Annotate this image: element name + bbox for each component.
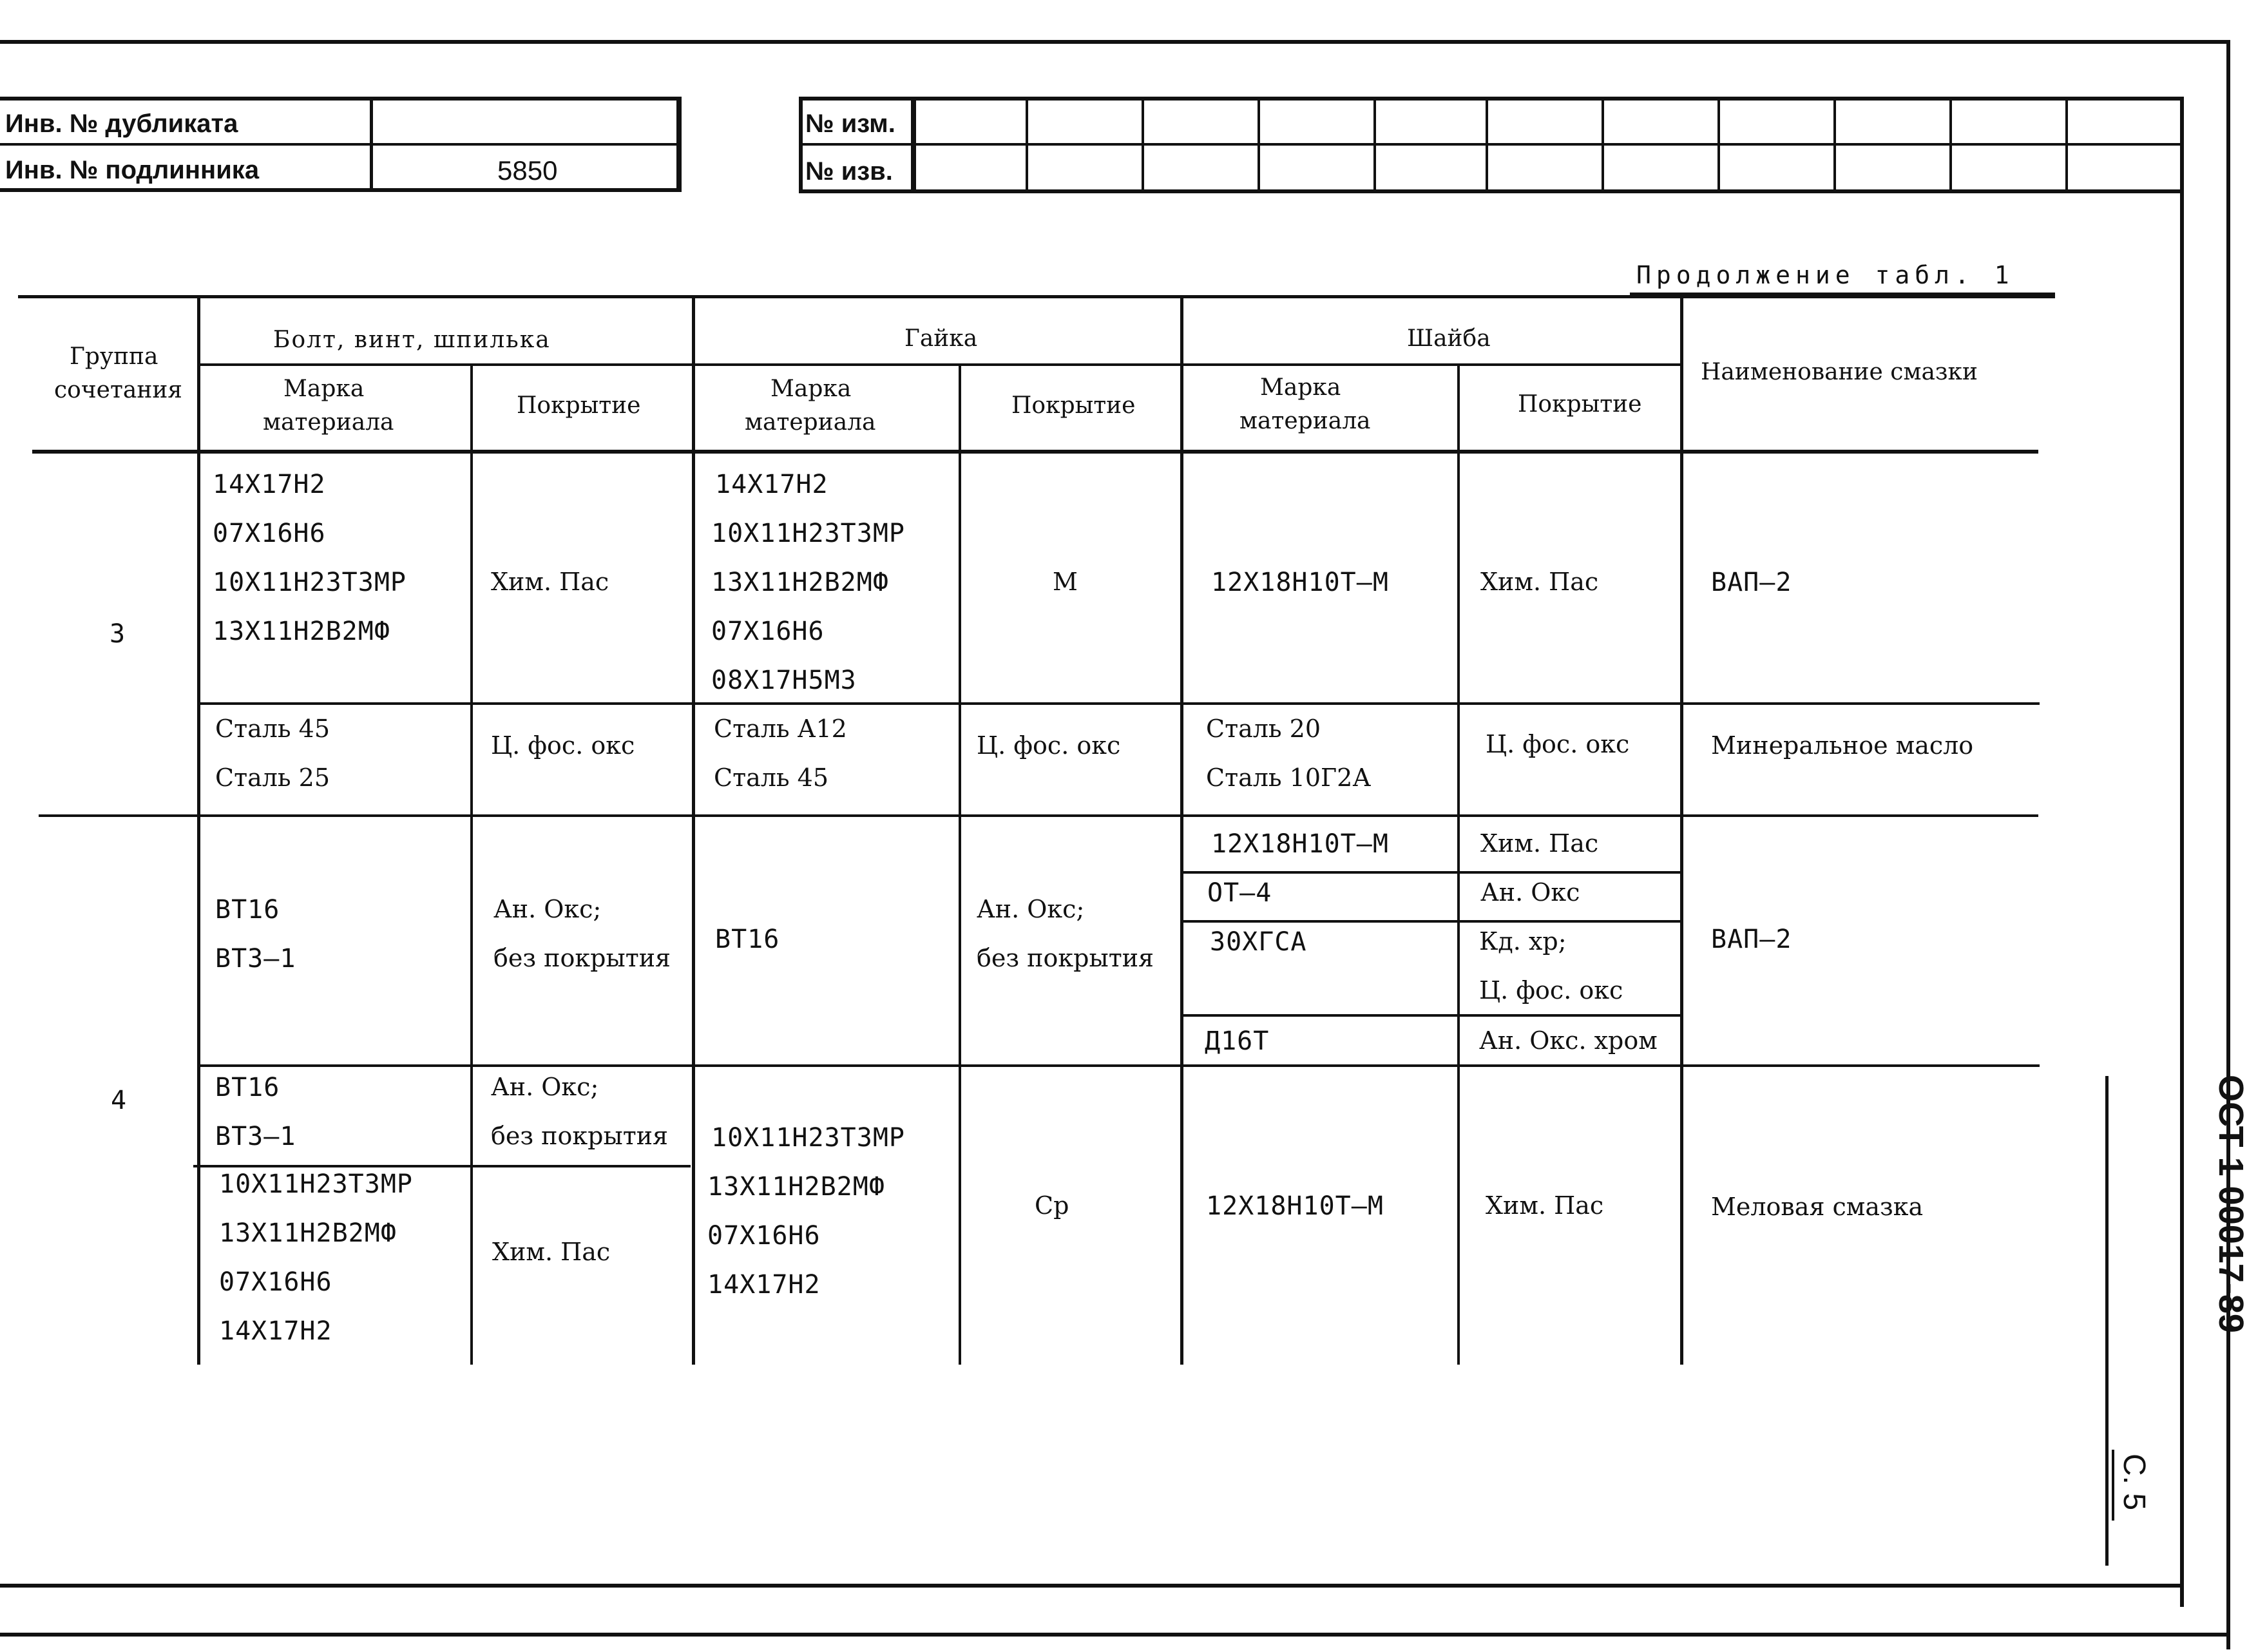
header-washer-material-1: Марка xyxy=(1260,374,1341,401)
group-3-label: 3 xyxy=(110,619,126,649)
g4-r1-washer-coating: Ан. Окс. хром xyxy=(1479,1026,1658,1055)
g4-r1-bolt-material: ВТ3–1 xyxy=(215,944,296,974)
g3-r1-bolt-material: 13Х11Н2В2МФ xyxy=(213,617,390,646)
table-caption: Продолжение табл. 1 xyxy=(1636,261,2014,289)
g4-r2-bolt-coating-a: без покрытия xyxy=(491,1122,669,1150)
g4-r1-bolt-coating: без покрытия xyxy=(493,944,671,972)
page-number-underline xyxy=(2112,1450,2114,1521)
header-bolt: Болт, винт, шпилька xyxy=(273,327,551,353)
change-number-label: № изм. xyxy=(805,110,895,138)
notice-number-label: № изв. xyxy=(805,157,893,186)
g4-r2-bolt-material-b: 14Х17Н2 xyxy=(219,1316,332,1346)
g4-r2-nut-coating: Ср xyxy=(1035,1191,1069,1220)
g3-r1-lubricant: ВАП–2 xyxy=(1711,568,1792,597)
header-bolt-coating: Покрытие xyxy=(517,392,641,419)
g4-r2-bolt-material-b: 07Х16Н6 xyxy=(219,1267,332,1297)
g3-r2-nut-material: Сталь А12 xyxy=(714,715,847,743)
g3-r2-washer-coating: Ц. фос. окс xyxy=(1486,730,1630,758)
g3-r1-nut-coating: М xyxy=(1053,568,1078,596)
page-number: С. 5 xyxy=(2117,1454,2151,1511)
g4-r1-washer-material: Д16Т xyxy=(1205,1026,1270,1056)
g3-r1-bolt-material: 14Х17Н2 xyxy=(213,470,326,499)
g4-r2-bolt-coating-b: Хим. Пас xyxy=(492,1238,611,1266)
g4-r2-bolt-material-b: 10Х11Н23Т3МР xyxy=(219,1169,413,1199)
header-group-line1: Группа xyxy=(70,343,158,370)
g4-r2-washer-coating: Хим. Пас xyxy=(1486,1191,1604,1220)
document-code: ОСТ 1 00017-89 xyxy=(2212,1075,2250,1333)
duplicate-inventory-label: Инв. № дубликата xyxy=(5,110,238,138)
header-washer-material-2: материала xyxy=(1239,408,1371,434)
g4-r2-bolt-material-b: 13Х11Н2В2МФ xyxy=(219,1218,397,1248)
g4-r1-washer-coating: Хим. Пас xyxy=(1480,829,1599,858)
header-lubricant: Наименование смазки xyxy=(1701,359,1978,385)
g3-r2-bolt-coating: Ц. фос. окс xyxy=(491,731,635,760)
original-inventory-value: 5850 xyxy=(497,155,558,186)
header-nut-material-2: материала xyxy=(745,409,876,436)
g4-r2-bolt-material-a: ВТ16 xyxy=(215,1073,280,1102)
g4-r2-nut-material: 14Х17Н2 xyxy=(707,1270,821,1300)
g4-r2-nut-material: 07Х16Н6 xyxy=(707,1221,821,1251)
g3-r1-nut-material: 07Х16Н6 xyxy=(711,617,825,646)
header-nut-coating: Покрытие xyxy=(1011,392,1136,419)
g3-r2-nut-material: Сталь 45 xyxy=(714,764,829,792)
g4-r2-bolt-coating-a: Ан. Окс; xyxy=(491,1073,599,1101)
g4-r1-washer-coating: Кд. хр; xyxy=(1479,927,1567,956)
g4-r2-nut-material: 13Х11Н2В2МФ xyxy=(707,1172,885,1202)
g3-r1-bolt-material: 07Х16Н6 xyxy=(213,519,326,548)
g4-r1-nut-coating: Ан. Окс; xyxy=(977,895,1085,923)
header-nut-material-1: Марка xyxy=(770,376,852,402)
g4-r1-bolt-coating: Ан. Окс; xyxy=(493,895,602,923)
header-washer: Шайба xyxy=(1407,325,1491,352)
group-4-label: 4 xyxy=(111,1086,127,1115)
g3-r2-washer-material: Сталь 20 xyxy=(1206,715,1321,743)
g4-r1-bolt-material: ВТ16 xyxy=(215,895,280,925)
g4-r2-lubricant: Меловая смазка xyxy=(1711,1193,1924,1221)
g3-r1-nut-material: 14Х17Н2 xyxy=(715,470,828,499)
g3-r2-nut-coating: Ц. фос. окс xyxy=(977,731,1121,760)
g3-r1-nut-material: 08Х17Н5М3 xyxy=(711,666,857,695)
header-bolt-material-2: материала xyxy=(263,409,394,436)
g3-r2-bolt-material: Сталь 25 xyxy=(215,764,330,792)
header-group-line2: сочетания xyxy=(54,377,183,403)
g4-r1-washer-material: 12Х18Н10Т–М xyxy=(1211,829,1389,859)
header-nut: Гайка xyxy=(904,325,978,352)
g3-r1-bolt-material: 10Х11Н23Т3МР xyxy=(213,568,407,597)
g4-r1-washer-coating: Ц. фос. окс xyxy=(1479,976,1623,1004)
g4-r1-nut-coating: без покрытия xyxy=(977,944,1154,972)
g4-r1-washer-material: ОТ–4 xyxy=(1207,878,1272,908)
g3-r1-nut-material: 10Х11Н23Т3МР xyxy=(711,519,905,548)
g3-r2-lubricant: Минеральное масло xyxy=(1711,731,1974,760)
header-bolt-material-1: Марка xyxy=(283,376,365,402)
g4-r2-washer-material: 12Х18Н10Т–М xyxy=(1206,1191,1384,1221)
g4-r2-bolt-material-a: ВТ3–1 xyxy=(215,1122,296,1151)
g3-r2-bolt-material: Сталь 45 xyxy=(215,715,330,743)
g4-r2-nut-material: 10Х11Н23Т3МР xyxy=(711,1123,905,1153)
g3-r1-bolt-coating: Хим. Пас xyxy=(491,568,609,596)
header-washer-coating: Покрытие xyxy=(1518,391,1642,418)
original-inventory-label: Инв. № подлинника xyxy=(5,156,260,184)
g4-r1-washer-coating: Ан. Окс xyxy=(1480,878,1580,907)
g4-r1-washer-material: 30ХГСА xyxy=(1210,927,1307,957)
g3-r2-washer-material: Сталь 10Г2А xyxy=(1206,764,1372,792)
g3-r1-washer-material: 12Х18Н10Т–М xyxy=(1211,568,1389,597)
g4-r1-nut-material: ВТ16 xyxy=(715,925,780,954)
g3-r1-nut-material: 13Х11Н2В2МФ xyxy=(711,568,889,597)
side-divider-line xyxy=(2105,1076,2109,1566)
g4-r1-lubricant: ВАП–2 xyxy=(1711,925,1792,954)
g3-r1-washer-coating: Хим. Пас xyxy=(1480,568,1599,596)
